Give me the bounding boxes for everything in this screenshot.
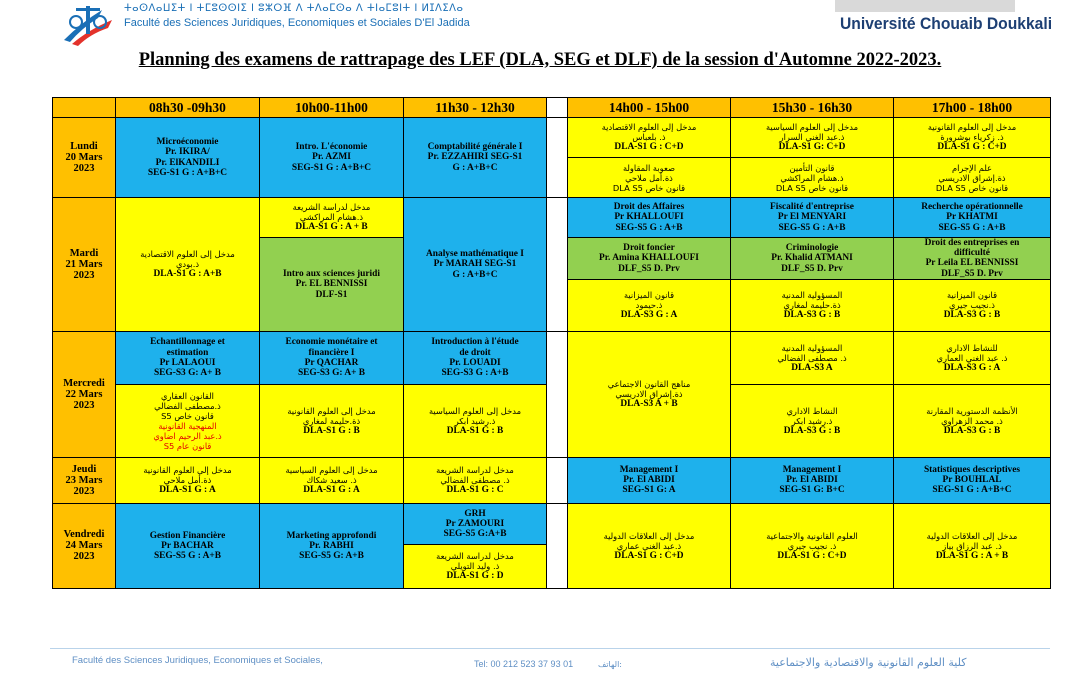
exam-group: SEG-S3 G: A+ B xyxy=(153,368,222,379)
day-cell xyxy=(53,331,116,457)
exam-subject: estimation xyxy=(166,347,209,358)
page-title: Planning des examens de rattrapage des LEF (DLA, SEG et DLF) de la session d'Automne 2022-2023. xyxy=(138,50,942,70)
exam-cell xyxy=(894,238,1051,280)
day-date: 21 Mars xyxy=(65,258,103,270)
exam-group: SEG-S5 G : A+B xyxy=(615,222,683,233)
exam-professor: ذة.حليمة لمغاري xyxy=(783,300,841,311)
exam-subject: مدخل إلى العلوم السياسية xyxy=(285,465,378,476)
exam-professor: Pr LALAOUI xyxy=(159,357,216,368)
day-year: 2023 xyxy=(73,485,95,497)
exam-cell xyxy=(404,544,547,588)
university-name: Université Chouaib Doukkali xyxy=(840,14,1053,33)
exam-professor: Pr. AZMI xyxy=(312,152,351,163)
exam-professor: ذ. بلعباس xyxy=(632,132,666,143)
exam-professor: ذة.أمل ملاحي xyxy=(163,475,212,486)
exam-cell xyxy=(568,158,731,198)
exam-group: DLA-S1 G : A xyxy=(159,485,216,496)
exam-professor: Pr. RABHI xyxy=(309,540,354,551)
exam-professor: ذ. محمد الزهراوي xyxy=(941,415,1003,426)
separator-cell xyxy=(547,331,568,457)
exam-subject: Statistiques descriptives xyxy=(923,465,1021,475)
exam-professor: Pr Leila EL BENNISSI xyxy=(925,258,1019,269)
day-date: 23 Mars xyxy=(65,474,103,486)
day-date: 22 Mars xyxy=(65,388,103,400)
exam-group: G : A+B+C xyxy=(452,162,498,173)
exam-cell xyxy=(731,238,894,280)
exam-subject: مناهج القانون الاجتماعي xyxy=(607,379,691,390)
exam-professor: Pr. Khalid ATMANI xyxy=(771,253,853,264)
day-cell xyxy=(53,198,116,332)
exam-cell xyxy=(894,331,1051,384)
exam-subject: Droit des entreprises en xyxy=(924,238,1020,248)
exam-cell xyxy=(404,331,547,384)
exam-cell xyxy=(260,457,404,503)
exam-group: DLF_S5 D. Prv xyxy=(618,263,680,274)
exam-subject: مدخل إلى العلوم الاقتصادية xyxy=(601,122,697,133)
exam-group: DLA-S1 G : A + B xyxy=(295,222,368,233)
footer-phone-label: الهاتف: xyxy=(598,660,622,669)
exam-cell xyxy=(568,238,731,280)
exam-subject: Economie monétaire et xyxy=(285,337,378,348)
day-name: Lundi xyxy=(70,141,98,152)
exam-subject: Intro. L'économie xyxy=(295,142,368,153)
day-date: 24 Mars xyxy=(65,540,103,552)
exam-subject: القانون العقاري xyxy=(161,390,214,401)
exam-cell xyxy=(568,503,731,588)
exam-cell xyxy=(731,331,894,384)
day-date: 20 Mars xyxy=(65,152,103,163)
exam-professor: ذ. سعيد شكاك xyxy=(306,475,357,486)
exam-subject: Marketing approfondi xyxy=(286,530,377,541)
exam-group: DLA-S1 G : C+D xyxy=(614,142,684,153)
exam-group: DLA-S3 G : B xyxy=(783,425,841,436)
separator-cell xyxy=(547,457,568,503)
exam-professor: ذ. عبد الغني العماري xyxy=(936,352,1008,363)
exam-group: DLA-S1 G : B xyxy=(303,425,360,436)
exam-subject: Management I xyxy=(619,465,679,475)
exam-subject: Management I xyxy=(782,465,842,475)
exam-subject: Fiscalité d'entreprise xyxy=(770,202,854,213)
exam-professor: ذ.بودي xyxy=(175,259,200,270)
exam-group: S5 قانون خاص xyxy=(161,410,214,421)
exam-cell xyxy=(116,118,260,198)
exam-group: DLA-S1 G : A + B xyxy=(935,550,1009,561)
exam-cell xyxy=(116,198,260,332)
exam-group: SEG-S1 G: B+C xyxy=(779,485,845,496)
exam-subject: مدخل إلى العلوم القانونية xyxy=(287,405,376,416)
exam-professor: Pr. IKIRA/ xyxy=(165,147,210,158)
day-cell xyxy=(53,503,116,588)
exam-subject: مدخل لدراسة الشريعة xyxy=(436,465,514,476)
exam-subject: قانون الميزانية xyxy=(946,290,998,301)
exam-professor: Pr KHALLOUFI xyxy=(614,212,684,223)
exam-group: DLA-S3 G : B xyxy=(943,425,1001,436)
exam-group: SEG-S1 G : A+B+C xyxy=(291,162,372,173)
exam-professor: Pr MARAH SEG-S1 xyxy=(433,259,517,270)
exam-subject: Droit foncier xyxy=(623,243,675,254)
exam-subject: مدخل إلى العلوم السياسية xyxy=(765,122,859,133)
exam-subject: مدخل إلى العلوم القانونية xyxy=(927,122,1017,133)
separator-cell xyxy=(547,98,568,118)
exam-subject: Analyse mathématique I xyxy=(426,249,524,260)
exam-cell xyxy=(568,118,731,158)
exam-group: DLA S5 قانون خاص xyxy=(935,182,1009,193)
footer-divider xyxy=(50,648,1050,649)
exam-subject: المنهجية القانونية xyxy=(158,420,217,431)
exam-professor: Pr. LOUADI xyxy=(449,357,501,368)
day-year: 2023 xyxy=(73,163,95,174)
exam-professor: Pr. El ABIDI xyxy=(623,475,675,486)
exam-cell xyxy=(568,279,731,331)
exam-cell xyxy=(894,457,1051,503)
exam-professor: Pr ZAMOURI xyxy=(445,518,505,529)
exam-subject: Microéconomie xyxy=(156,137,219,148)
exam-professor: ذ. مصطفى الفضالي xyxy=(777,352,847,363)
exam-subject: مدخل إلى العلاقات الدولية xyxy=(926,530,1018,541)
exam-cell xyxy=(894,118,1051,158)
exam-professor: ذ.رشيد ابكر xyxy=(791,415,833,426)
time-slot-header: 11h30 - 12h30 xyxy=(404,98,547,118)
exam-cell xyxy=(260,503,404,588)
exam-cell xyxy=(568,457,731,503)
exam-subject: Criminologie xyxy=(785,243,839,254)
exam-subject: مدخل إلى العلاقات الدولية xyxy=(603,530,695,541)
exam-subject: Introduction à l'étude xyxy=(431,337,519,348)
exam-cell xyxy=(116,384,260,457)
exam-professor: Pr. EZZAHIRI SEG-S1 xyxy=(427,152,523,163)
faculty-logo-icon xyxy=(62,0,120,46)
day-year: 2023 xyxy=(73,399,95,411)
exam-group: SEG-S3 G : A+B xyxy=(441,368,509,379)
exam-group: SEG-S3 G: A+ B xyxy=(297,368,366,379)
exam-subject: Comptabilité générale I xyxy=(427,142,523,153)
exam-subject: de droit xyxy=(459,347,491,358)
exam-subject: GRH xyxy=(464,508,486,519)
exam-cell xyxy=(116,503,260,588)
exam-group: DLA-S3 A + B xyxy=(620,399,678,410)
exam-professor: Pr. EL BENNISSI xyxy=(295,279,368,290)
day-name: Jeudi xyxy=(71,463,97,475)
exam-subject: مدخل إلى العلوم الاقتصادية xyxy=(140,249,235,260)
exam-cell xyxy=(731,503,894,588)
day-name: Vendredi xyxy=(63,529,105,541)
exam-group: DLA-S3 G : A xyxy=(620,310,678,321)
day-year: 2023 xyxy=(73,269,95,281)
exam-cell xyxy=(894,198,1051,238)
exam-professor: Pr El MENYARI xyxy=(777,212,847,223)
exam-professor: ذة.إشراق الادريسي xyxy=(938,172,1006,183)
separator-cell xyxy=(547,198,568,332)
exam-cell xyxy=(404,384,547,457)
exam-subject: Gestion Financière xyxy=(149,530,226,541)
exam-subject: مدخل لدراسة الشريعة xyxy=(292,202,371,213)
exam-subject: الأنظمة الدستورية المقارنة xyxy=(926,405,1018,416)
footer-phone: Tel: 00 212 523 37 93 01 xyxy=(474,659,574,669)
exam-cell xyxy=(894,279,1051,331)
exam-professor: ذ. مصطفى الفضالي xyxy=(440,475,510,486)
exam-cell xyxy=(731,158,894,198)
exam-group: SEG-S5 G:A+B xyxy=(443,528,507,539)
exam-professor: Pr BACHAR xyxy=(161,540,214,551)
time-header-row xyxy=(53,98,1051,118)
time-slot-header: 08h30 -09h30 xyxy=(116,98,260,118)
exam-cell xyxy=(260,238,404,332)
exam-subject: المسؤولية المدنية xyxy=(781,290,843,301)
exam-professor: Pr BOUHLAL xyxy=(942,475,1002,486)
exam-group: SEG-S1 G : A+B+C xyxy=(147,167,228,178)
exam-group: SEG-S5 G : A+B xyxy=(153,550,222,561)
exam-cell xyxy=(404,457,547,503)
exam-cell xyxy=(116,457,260,503)
exam-cell xyxy=(404,198,547,332)
exam-cell xyxy=(260,198,404,238)
exam-professor: Pr KHATMI xyxy=(946,212,998,223)
day-name: Mercredi xyxy=(63,377,105,389)
faculty-name-tifinagh: ⵜⴰⵙⴷⴰⵡⵉⵜ ⵏ ⵜⵎⵓⵙⵙⵏⵉ ⵏ ⵓⵣⵔⴼ ⴷ ⵜⴷⴰⵎⵙⴰ ⴷ ⵜⵏⴰⵎⵓⵏⵜ ⵏ ⵍⵊⴷⵉⴷⴰ xyxy=(124,3,464,14)
exam-subject: Intro aux sciences juridi xyxy=(283,269,380,280)
exam-group: DLA-S1 G : A xyxy=(303,485,360,496)
exam-subject: Droit des Affaires xyxy=(613,202,685,213)
exam-group: SEG-S5 G : A+B xyxy=(778,222,846,233)
exam-professor: ذ. عبد الرزاق بياز xyxy=(942,540,1002,551)
exam-cell xyxy=(731,118,894,158)
exam-group: DLA-S3 G : B xyxy=(783,310,841,321)
exam-group: DLA-S3 A xyxy=(791,362,833,373)
exam-professor: Pr QACHAR xyxy=(304,357,359,368)
exam-professor: ذ.عبد الغني السرار xyxy=(779,132,845,143)
exam-schedule-table xyxy=(52,97,1051,589)
exam-subject: المسؤولية المدنية xyxy=(781,342,843,353)
separator-cell xyxy=(547,503,568,588)
exam-group: S5 قانون عام xyxy=(163,440,212,451)
exam-group: DLA-S1 G : C+D xyxy=(614,550,684,561)
exam-subject: Echantillonnage et xyxy=(150,337,225,348)
exam-cell xyxy=(404,118,547,198)
footer-faculty-name: Faculté des Sciences Juridiques, Economiques et Sociales, xyxy=(72,655,323,666)
exam-professor: ذ.مصطفى الفضالي xyxy=(154,400,221,411)
exam-professor: Pr. ElKANDILI xyxy=(155,157,220,168)
exam-professor: ذ.هشام المراكشي xyxy=(780,172,844,183)
exam-cell xyxy=(404,503,547,544)
exam-group: DLA-S3 G : B xyxy=(943,310,1001,321)
exam-professor: ذ.نجيب جيري xyxy=(949,300,995,311)
exam-subject: قانون التأمين xyxy=(789,162,835,173)
university-logo-icon xyxy=(835,0,1015,12)
exam-subject: النشاط الاداري xyxy=(786,405,838,416)
exam-group: DLA-S1 G : C+D xyxy=(937,142,1007,153)
exam-cell xyxy=(894,503,1051,588)
exam-cell xyxy=(260,384,404,457)
exam-group: DLA-S3 G : A xyxy=(943,362,1001,373)
exam-subject: قانون الميزانية xyxy=(623,290,675,301)
exam-professor: ذ.عبد الرحيم اضاوي xyxy=(153,430,222,441)
exam-professor: Pr. El ABIDI xyxy=(786,475,838,486)
exam-subject: العلوم القانونية والاجتماعية xyxy=(766,530,858,541)
exam-professor: ذ.عبد الغني عماري xyxy=(616,540,682,551)
exam-group: DLA-S1 G : C+D xyxy=(777,550,847,561)
exam-subject: مدخل إلى العلوم السياسية xyxy=(428,405,522,416)
exam-professor: ذ. نجيب جيري xyxy=(787,540,837,551)
exam-group: DLA-S1 G : C xyxy=(446,485,504,496)
exam-professor: ذ. وليد التويلي xyxy=(450,561,500,572)
time-slot-header: 15h30 - 16h30 xyxy=(731,98,894,118)
exam-cell xyxy=(894,384,1051,457)
exam-group: DLF_S5 D. Prv xyxy=(781,263,843,274)
exam-group: DLA-S1 G : B xyxy=(446,425,504,436)
exam-group: SEG-S5 G : A+B xyxy=(938,222,1006,233)
exam-professor: Pr. Amina KHALLOUFI xyxy=(599,253,699,264)
day-cell xyxy=(53,118,116,198)
footer-faculty-name-arabic: كلية العلوم القانونية والاقتصادية والاجتماعية xyxy=(770,656,967,669)
exam-group: DLA-S1 G : D xyxy=(446,571,504,582)
exam-group: SEG-S5 G: A+B xyxy=(299,550,364,561)
exam-cell xyxy=(116,331,260,384)
exam-group: SEG-S1 G: A xyxy=(622,485,676,496)
exam-professor: ذة.أمل ملاحي xyxy=(625,172,673,183)
page-header xyxy=(0,0,1080,48)
exam-group: DLA-S1 G : A+B xyxy=(153,269,222,280)
exam-group: G : A+B+C xyxy=(452,269,498,280)
exam-cell xyxy=(568,198,731,238)
faculty-name-french: Faculté des Sciences Juridiques, Economiques et Sociales D'El Jadida xyxy=(124,17,470,29)
exam-group: SEG-S1 G : A+B+C xyxy=(932,485,1012,496)
day-name: Mardi xyxy=(69,247,99,259)
time-slot-header: 10h00-11h00 xyxy=(260,98,404,118)
exam-subject: financière I xyxy=(308,347,355,358)
exam-professor: ذ.حيمود xyxy=(635,300,663,311)
exam-subject: مدخل إلى العلوم القانونية xyxy=(143,465,232,476)
exam-cell xyxy=(894,158,1051,198)
exam-professor: ذ. زكرياء بوشرورة xyxy=(940,132,1004,143)
exam-group: DLF-S1 xyxy=(315,289,348,300)
exam-professor: ذة.إشراق الادريسي xyxy=(615,389,683,400)
exam-subject: علم الإجرام xyxy=(951,162,993,173)
exam-professor: ذ.هشام المراكشي xyxy=(299,212,364,223)
day-year: 2023 xyxy=(73,551,95,563)
exam-cell xyxy=(731,384,894,457)
exam-group: DLF_S5 D. Prv xyxy=(941,268,1003,279)
exam-group: DLA-S1 G: C+D xyxy=(778,142,846,153)
exam-professor: ذ.رشيد ابكر xyxy=(454,415,496,426)
time-slot-header: 14h00 - 15h00 xyxy=(568,98,731,118)
exam-subject: Recherche opérationnelle xyxy=(921,202,1023,213)
exam-cell xyxy=(731,457,894,503)
exam-cell xyxy=(260,331,404,384)
exam-cell xyxy=(568,331,731,457)
exam-subject: difficulté xyxy=(954,248,990,259)
exam-cell xyxy=(731,279,894,331)
exam-subject: للنشاط الاداري xyxy=(946,342,998,353)
exam-group: DLA S5 قانون خاص xyxy=(612,182,686,193)
exam-professor: ذة.حليمة لمغاري xyxy=(302,415,361,426)
exam-subject: مدخل لدراسة الشريعة xyxy=(436,551,514,562)
exam-group: DLA S5 قانون خاص xyxy=(775,182,849,193)
time-slot-header: 17h00 - 18h00 xyxy=(894,98,1051,118)
exam-cell xyxy=(731,198,894,238)
exam-subject: صعوبة المقاولة xyxy=(622,162,676,173)
exam-cell xyxy=(260,118,404,198)
separator-cell xyxy=(547,118,568,198)
day-cell xyxy=(53,457,116,503)
corner-cell xyxy=(53,98,116,118)
